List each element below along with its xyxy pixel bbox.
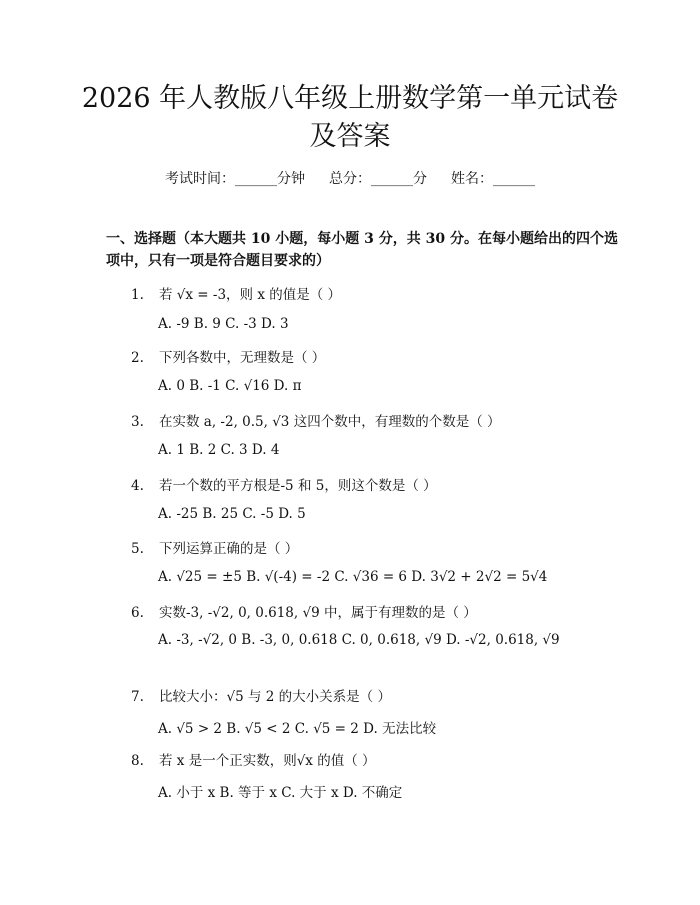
- question-number: 6.: [131, 605, 144, 621]
- question-text: 下列运算正确的是（ ）: [159, 541, 299, 557]
- question-2: [131, 346, 325, 366]
- question-number: 7.: [131, 689, 144, 705]
- question-6: [131, 601, 477, 621]
- exam-info-row: [0, 168, 700, 188]
- question-text: 在实数 a, -2, 0.5, √3 这四个数中，有理数的个数是（ ）: [159, 414, 501, 430]
- question-5: [131, 537, 298, 557]
- question-1-options: A. -9 B. 9 C. -3 D. 3: [158, 316, 289, 332]
- question-number: 2.: [131, 350, 144, 366]
- question-6-options: A. -3, -√2, 0 B. -3, 0, 0.618 C. 0, 0.618, √9 D. -√2, 0.618, √9: [158, 632, 560, 648]
- title-line-1: 2026 年人教版八年级上册数学第一单元试卷: [81, 83, 619, 114]
- section-1-header: 一、选择题（本大题共 10 小题，每小题 3 分，共 30 分。在每小题给出的四个选项中，只有一项是符合题目要求的）: [106, 231, 618, 269]
- question-8: [131, 749, 376, 769]
- question-text: 若 √x = -3，则 x 的值是（ ）: [159, 287, 342, 303]
- question-number: 5.: [131, 541, 144, 557]
- question-text: 实数-3, -√2, 0, 0.618, √9 中，属于有理数的是（ ）: [159, 605, 477, 621]
- question-number: 4.: [131, 478, 144, 494]
- question-8-options: A. 小于 x B. 等于 x C. 大于 x D. 不确定: [158, 785, 403, 801]
- question-4-options: A. -25 B. 25 C. -5 D. 5: [158, 506, 306, 522]
- question-text: 比较大小：√5 与 2 的大小关系是（ ）: [159, 689, 391, 705]
- question-number: 3.: [131, 414, 144, 430]
- question-1: [131, 283, 341, 303]
- question-text: 若 x 是一个正实数，则√x 的值（ ）: [159, 753, 376, 769]
- question-5-options: A. √25 = ±5 B. √(-4) = -2 C. √36 = 6 D. 3√2 + 2√2 = 5√4: [158, 569, 548, 585]
- question-2-options: A. 0 B. -1 C. √16 D. π: [158, 378, 302, 394]
- question-4: [131, 474, 437, 494]
- question-number: 1.: [131, 287, 144, 303]
- question-7: [131, 685, 391, 705]
- question-text: 下列各数中，无理数是（ ）: [159, 350, 326, 366]
- total-score-field: 总分：______分: [329, 171, 427, 187]
- exam-time-field: 考试时间：______分钟: [165, 171, 305, 187]
- question-3: [131, 410, 500, 430]
- question-3-options: A. 1 B. 2 C. 3 D. 4: [158, 442, 280, 458]
- question-7-options: A. √5 > 2 B. √5 < 2 C. √5 = 2 D. 无法比较: [158, 721, 437, 737]
- title-line-2: 及答案: [309, 121, 391, 152]
- page-title: [60, 80, 640, 156]
- student-name-field: 姓名：______: [451, 171, 535, 187]
- question-text: 若一个数的平方根是-5 和 5，则这个数是（ ）: [159, 478, 437, 494]
- question-number: 8.: [131, 753, 144, 769]
